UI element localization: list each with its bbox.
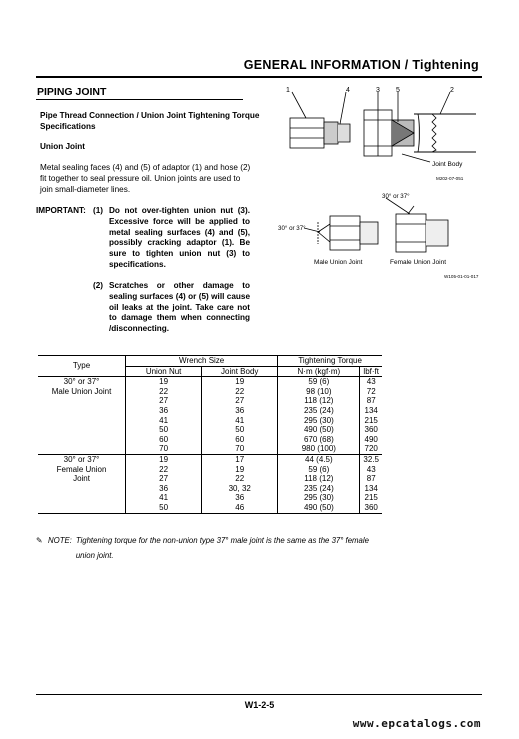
- union-nut-cell: 41: [126, 493, 202, 503]
- table-row: [38, 396, 382, 406]
- torque-lbf-cell: 720: [360, 444, 382, 454]
- joint-body-cell: 46: [202, 503, 278, 513]
- torque-nm-cell: 118 (12): [278, 396, 360, 406]
- figure-code: M202-07-051: [436, 176, 464, 181]
- table-header-lbf: lbf·ft: [360, 366, 382, 377]
- torque-nm-cell: 980 (100): [278, 444, 360, 454]
- table-row: [38, 416, 382, 426]
- section-underline: [36, 99, 243, 100]
- torque-lbf-cell: 43: [366, 464, 376, 474]
- torque-nm-cell: 59 (6): [278, 377, 360, 387]
- figure-code: W105-01-01-017: [444, 274, 479, 279]
- note-text: Tightening torque for the non-union type 37° male joint is the same as the 37° female union joint.: [75, 536, 369, 560]
- type-cell: [38, 503, 126, 513]
- table-row: [38, 435, 382, 445]
- torque-nm-cell: 670 (68): [278, 435, 360, 445]
- type-cell: 30° or 37°: [38, 377, 126, 387]
- union-joint-title: Union Joint: [40, 142, 86, 151]
- male-female-joint-diagram: [278, 192, 484, 284]
- joint-body-cell: 27: [202, 396, 278, 406]
- type-cell: [38, 416, 126, 426]
- joint-body-label: Joint Body: [432, 161, 463, 168]
- torque-lbf-cell: 43: [366, 377, 376, 387]
- torque-nm-cell: 59 (6): [278, 465, 360, 475]
- torque-nm-cell: 295 (30): [278, 416, 360, 426]
- type-cell: [38, 425, 126, 435]
- type-cell: Female Union: [38, 465, 126, 475]
- torque-lbf-cell: 360: [364, 425, 378, 435]
- torque-nm-cell: 490 (50): [278, 425, 360, 435]
- callout-label: 2: [450, 87, 454, 94]
- union-nut-cell: 27: [126, 396, 202, 406]
- table-row: [38, 444, 382, 454]
- joint-body-cell: 19: [202, 465, 278, 475]
- table-row: [38, 406, 382, 416]
- important-label: IMPORTANT:: [36, 206, 86, 215]
- union-nut-cell: 22: [126, 465, 202, 475]
- union-nut-cell: 36: [126, 484, 202, 494]
- type-cell: [38, 396, 126, 406]
- union-nut-cell: 41: [126, 416, 202, 426]
- type-cell: 30° or 37°: [38, 454, 126, 464]
- table-row: [38, 465, 382, 475]
- torque-lbf-cell: 72: [366, 386, 376, 396]
- table-row: [38, 425, 382, 435]
- union-joint-diagram: [280, 84, 480, 186]
- angle-label: 30° or 37°: [382, 193, 410, 200]
- footer-rule: [36, 694, 482, 695]
- table-header-tightening-torque: Tightening Torque: [278, 356, 382, 367]
- union-nut-cell: 70: [126, 444, 202, 454]
- important-item: [93, 206, 253, 271]
- torque-lbf-cell: 215: [364, 493, 378, 503]
- important-item-number: (1): [93, 206, 104, 215]
- female-union-joint-label: Female Union Joint: [390, 259, 446, 266]
- joint-body-cell: 36: [202, 493, 278, 503]
- important-item: [93, 281, 253, 335]
- torque-lbf-cell: 360: [360, 503, 382, 513]
- male-union-joint-label: Male Union Joint: [314, 259, 363, 266]
- union-nut-cell: 19: [126, 454, 202, 464]
- type-cell: Male Union Joint: [38, 387, 126, 397]
- union-joint-paragraph: Metal sealing faces (4) and (5) of adaptor (1) and hose (2) fit together to seal pressure oil. Union joints are used to join small-diameter lines.: [40, 163, 251, 194]
- torque-lbf-cell: 134: [364, 405, 378, 415]
- note: [36, 533, 396, 563]
- table-row: [38, 503, 382, 513]
- table-header-type: Type: [38, 356, 126, 377]
- joint-body-cell: 70: [202, 444, 278, 454]
- watermark: www.epcatalogs.com: [352, 717, 481, 730]
- torque-lbf-cell: 87: [366, 474, 376, 484]
- table-row: [38, 484, 382, 494]
- callout-label: 4: [346, 87, 350, 94]
- type-cell: Joint: [38, 474, 126, 484]
- joint-body-cell: 36: [202, 406, 278, 416]
- angle-label: 30° or 37°: [278, 225, 306, 232]
- torque-nm-cell: 44 (4.5): [278, 454, 360, 464]
- table-header-union-nut: Union Nut: [126, 366, 202, 377]
- important-item-text: Do not over-tighten union nut (3). Excessive force will be applied to metal sealing surfaces (4) and (5), possibly cracking adaptor (1). Be sure to tighten union nut (3) to specifications.: [109, 206, 250, 269]
- joint-body-cell: 19: [202, 377, 278, 387]
- type-cell: [38, 435, 126, 445]
- torque-nm-cell: 235 (24): [278, 484, 360, 494]
- page-header-title: GENERAL INFORMATION / Tightening: [243, 58, 479, 72]
- torque-nm-cell: 235 (24): [278, 406, 360, 416]
- type-cell: [38, 493, 126, 503]
- header-rule: [36, 76, 482, 78]
- table-body: [38, 377, 382, 513]
- joint-body-cell: 50: [202, 425, 278, 435]
- joint-body-cell: 22: [202, 387, 278, 397]
- subsection-title: Pipe Thread Connection / Union Joint Tightening Torque Specifications: [40, 111, 260, 131]
- table-row: [38, 377, 382, 387]
- union-nut-cell: 19: [126, 377, 202, 387]
- table-row: [38, 454, 382, 464]
- table-row: [38, 387, 382, 397]
- joint-body-cell: 41: [202, 416, 278, 426]
- union-nut-cell: 60: [126, 435, 202, 445]
- torque-nm-cell: 490 (50): [278, 503, 360, 513]
- callout-label: 5: [396, 87, 400, 94]
- page-number: W1-2-5: [244, 700, 275, 710]
- table-header-nm: N·m (kgf·m): [278, 366, 360, 377]
- union-nut-cell: 36: [126, 406, 202, 416]
- torque-lbf-cell: 490: [364, 434, 378, 444]
- type-cell: [38, 406, 126, 416]
- union-nut-cell: 50: [126, 425, 202, 435]
- type-cell: [38, 484, 126, 494]
- joint-body-cell: 17: [202, 454, 278, 464]
- torque-lbf-cell: 87: [366, 396, 376, 406]
- union-nut-cell: 27: [126, 474, 202, 484]
- torque-lbf-cell: 215: [364, 415, 378, 425]
- section-title: PIPING JOINT: [37, 86, 107, 98]
- joint-body-cell: 22: [202, 474, 278, 484]
- torque-nm-cell: 98 (10): [278, 387, 360, 397]
- callout-label: 1: [286, 87, 290, 94]
- important-item-text: Scratches or other damage to sealing surfaces (4) or (5) will cause oil leaks at the joint. Take care not to damage them when connecting /disconnecting.: [109, 281, 250, 334]
- table-header-wrench-size: Wrench Size: [126, 356, 278, 367]
- union-nut-cell: 50: [126, 503, 202, 513]
- torque-nm-cell: 295 (30): [278, 493, 360, 503]
- torque-nm-cell: 118 (12): [278, 474, 360, 484]
- torque-spec-table: [38, 355, 382, 514]
- joint-body-cell: 30, 32: [202, 484, 278, 494]
- torque-lbf-cell: 134: [364, 483, 378, 493]
- callout-label: 3: [376, 87, 380, 94]
- table-row: [38, 474, 382, 484]
- joint-body-cell: 60: [202, 435, 278, 445]
- note-label: NOTE:: [48, 536, 72, 545]
- table-header-joint-body: Joint Body: [202, 366, 278, 377]
- type-cell: [38, 444, 126, 454]
- table-row: [38, 493, 382, 503]
- torque-lbf-cell: 32.5: [360, 454, 382, 464]
- union-nut-cell: 22: [126, 387, 202, 397]
- important-item-number: (2): [93, 281, 104, 290]
- pencil-icon: ✎: [36, 536, 43, 545]
